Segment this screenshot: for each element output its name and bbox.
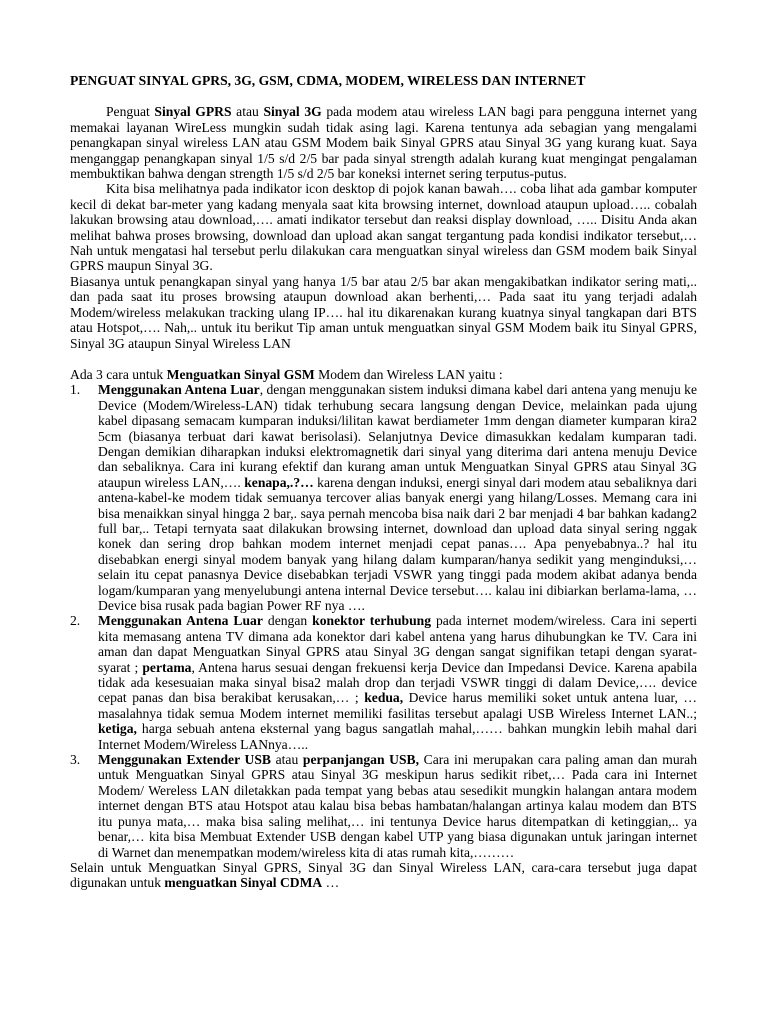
text-run: pada modem atau wireless LAN bagi para pengguna internet yang memakai layanan WireLess mungkin sudah tidak asing lagi. Karena tentunya ada sebagian yang mengalami penangkapan sinyal wireless LAN atau GSM Modem baik Sinyal GPRS atau Sinyal 3G yang kurang kuat. Saya menganggap penangkapan sinyal 1/5 s/d 2/5 bar pada sinyal strength adalah kurang kuat mengingat pengalaman membuktikan bahwa dengan strength 1/5 s/d 2/5 bar koneksi internet sering terputus-putus. [70, 104, 697, 182]
list-number: 2. [70, 613, 81, 629]
bold-text: Menggunakan Extender USB [98, 752, 271, 768]
text-run: karena dengan induksi, energi sinyal dari modem atau sebaliknya dari antena-kabel-ke modem tidak semuanya tercover alias banyak energi yang hilang/Losses. Memang cara ini bisa menaikkan sinyal hingga 2 bar,. saya pernah mencoba bisa naik dari 2 bar menjadi 4 bar bahkan kadang2 full bar,.. Tetapi ternyata saat dilakukan browsing internet, download dan upload data sinyal sering nggak konek dan sering drop bahkan modem internet menjadi cepat panas…. Apa penyebabnya..? hal itu disebabkan energi sinyal modem banyak yang hilang dalam kumparan/hanya sedikit yang menginduksi,… selain itu cepat panasnya Device disebabkan terjadi VSWR yang tinggi pada modem akibat adanya benda logam/kumparan yang menyelubungi antena internal Device tersebut…. kalau ini dibiarkan berlama-lama, … Device bisa rusak pada bagian Power RF nya …. [98, 474, 697, 613]
bold-text: Sinyal GPRS [154, 104, 232, 120]
paragraph-indicator: Kita bisa melihatnya pada indikator icon desktop di pojok kanan bawah…. coba lihat ada gambar komputer kecil di dekat bar-meter yang kadang menyala saat kita browsing internet, download ataupun upload….. cobalah lakukan browsing atau download,…. amati indikator tersebut dan reaksi display download, ….. Disitu Anda akan melihat bahwa proses browsing, download dan upload akan sangat tergantung pada kondisi indikator tersebut,… Nah untuk mengatasi hal tersebut perlu dilakukan cara menguatkan sinyal wireless dan GSM modem baik Sinyal GPRS maupun Sinyal 3G. [70, 181, 697, 274]
paragraph-methods-intro [70, 367, 697, 382]
text-run: pada internet modem/wireless. Cara ini seperti kita memasang antena TV dimana ada konektor dari kabel antena yang harus dihubungkan ke TV. Cara ini aman dan dapat Menguatkan Sinyal GPRS atau Sinyal 3G dengan sangat signifikan tetapi dengan syarat-syarat ; [98, 613, 697, 675]
bold-text: menguatkan Sinyal CDMA [164, 875, 323, 891]
list-item-method-3 [70, 752, 697, 860]
text-run: harga sebuah antena eksternal yang bagus sangatlah mahal,…… bahkan mungkin lebih mahal dari Internet Modem/Wireless LANnya….. [98, 721, 697, 752]
bold-text: konektor terhubung [312, 613, 431, 629]
paragraph-closing [70, 860, 697, 891]
text-run: Cara ini merupakan cara paling aman dan murah untuk Menguatkan Sinyal GPRS atau Sinyal 3G meskipun harus sedikit ribet,… Pada cara ini Internet Modem/ Wereless LAN diletakkan pada tempat yang bebas atau sesedikit mungkin halangan antara modem internet dengan BTS atau Hotspot atau kalau bisa bebas hambatan/halangan artinya kalau modem dan BTS itu punya mata,… maka bisa saling melihat,… ini tentunya Device harus ditempatkan di ketinggian,.. ya benar,… kita bisa Membuat Extender USB dengan kabel UTP yang biasa digunakan untuk jaringan internet di Warnet dan menempatkan modem/wireless kita di atas rumah kita,……… [98, 752, 697, 860]
bold-text: kedua, [364, 690, 404, 706]
paragraph-signal-issue: Biasanya untuk penangkapan sinyal yang hanya 1/5 bar atau 2/5 bar akan mengakibatkan indikator sering mati,.. dan pada saat itu proses browsing ataupun download akan berhenti,… Pada saat itu yang terjadi adalah Modem/wireless melakukan tracking ulang IP…. hal itu dikarenakan kurang kuatnya sinyal tangkapan dari BTS atau Hotspot,…. Nah,.. untuk itu berikut Tip aman untuk menguatkan sinyal GSM Modem baik itu Sinyal GPRS, Sinyal 3G ataupun Sinyal Wireless LAN [70, 273, 697, 351]
text-run: atau [270, 752, 303, 768]
bold-text: kenapa,.?… [244, 474, 314, 490]
methods-list [70, 382, 697, 860]
text-run: , dengan menggunakan sistem induksi dimana kabel dari antena yang menuju ke Device (Modem/Wireless-LAN) tidak terhubung secara langsung dengan Device, melainkan pada ujung kabel dipasang semacam kumparan induksi/lilitan kawat berdiameter 1mm dengan diameter kumparan kira2 5cm (biasanya terbuat dari kawat berisolasi). Selanjutnya Device dimasukkan kedalam kumparan tadi. Dengan demikian diharapkan induksi elektromagnetik dari sinyal yang diterima dari antena menuju Device dan sebaliknya. Cara ini kurang efektif dan kurang aman untuk Menguatkan Sinyal GPRS atau Sinyal 3G ataupun wireless LAN,…. [98, 382, 697, 490]
paragraph-gap [70, 351, 697, 367]
list-item-method-2 [70, 613, 697, 752]
text-run: atau [231, 104, 264, 120]
document-body [70, 73, 697, 891]
paragraph-intro [70, 104, 697, 181]
bold-text: Menggunakan Antena Luar [98, 613, 263, 629]
bold-text: ketiga, [98, 721, 137, 737]
text-run: Modem dan Wireless LAN yaitu : [314, 366, 503, 382]
bold-text: Menggunakan Antena Luar [98, 382, 260, 398]
text-run: … [322, 875, 340, 891]
list-item-method-1 [70, 382, 697, 613]
document-title: PENGUAT SINYAL GPRS, 3G, GSM, CDMA, MODEM, WIRELESS DAN INTERNET [70, 73, 586, 88]
list-number: 1. [70, 382, 81, 398]
bold-text: Menguatkan Sinyal GSM [166, 366, 315, 382]
bold-text: pertama [142, 659, 192, 675]
bold-text: perpanjangan USB, [302, 752, 419, 768]
bold-text: Sinyal 3G [263, 104, 322, 120]
text-run: Device harus memiliki soket untuk antena luar, … masalahnya tidak semua Modem internet memiliki fasilitas tersebut apalagi USB Wireless Internet LAN..; [98, 690, 698, 721]
text-run: Ada 3 cara untuk [70, 366, 167, 382]
text-run: Penguat [106, 104, 155, 120]
list-number: 3. [70, 752, 81, 768]
text-run: , Antena harus sesuai dengan frekuensi kerja Device dan Impedansi Device. Karena apabila tidak ada kesesuaian maka sinyal bisa2 malah drop dan terjadi VSWR tinggi di dalam Device,…. device cepat panas dan bisa berakibat kerusakan,… ; [98, 659, 697, 706]
text-run: dengan [262, 613, 313, 629]
text-run: Selain untuk Menguatkan Sinyal GPRS, Sinyal 3G dan Sinyal Wireless LAN, cara-cara tersebut juga dapat digunakan untuk [70, 859, 697, 891]
